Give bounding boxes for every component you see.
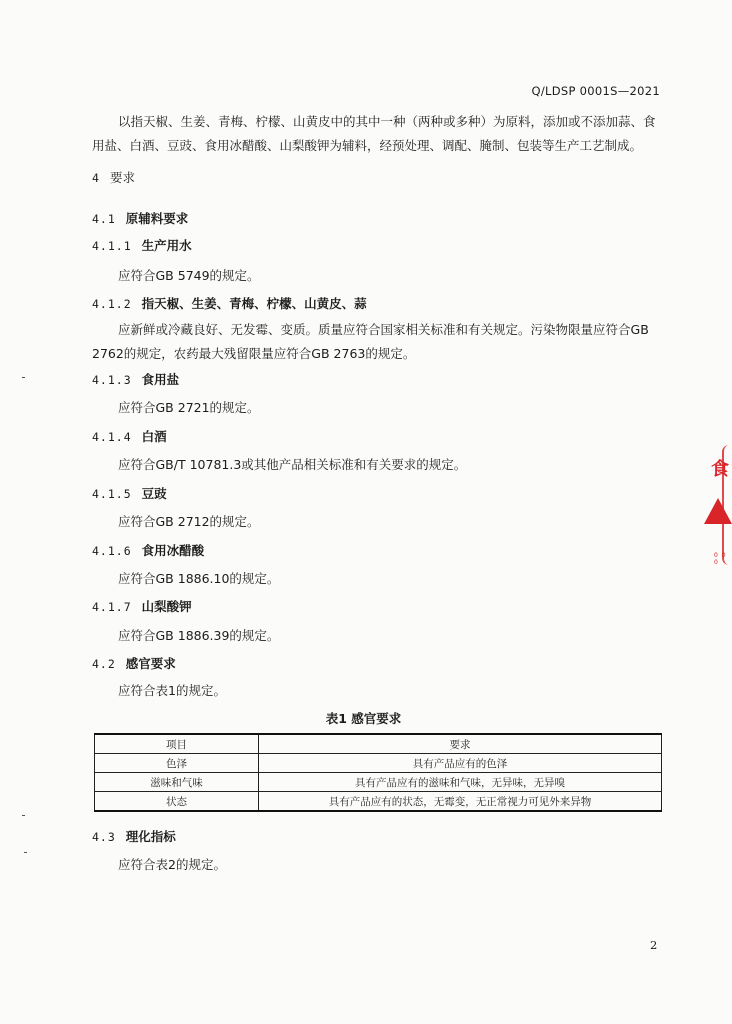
section-title: 食用冰醋酸 — [141, 543, 205, 558]
section-title: 白酒 — [141, 429, 167, 444]
table-cell: 色泽 — [95, 754, 259, 773]
section-number: 4.1.2 — [92, 297, 132, 311]
section-title: 生产用水 — [141, 238, 192, 253]
section-number: 4.3 — [92, 830, 116, 844]
section-4-1-2-text: 应新鲜或冷藏良好、无发霉、变质。质量应符合国家相关标准和有关规定。污染物限量应符合GB 2762的规定，农药最大残留限量应符合GB 2763的规定。 — [92, 322, 649, 361]
table-cell: 具有产品应有的色泽 — [259, 754, 662, 773]
section-4-1-1-heading — [92, 236, 192, 254]
section-title: 原辅料要求 — [125, 211, 189, 226]
section-4-2-heading — [92, 654, 176, 672]
section-number: 4.1.1 — [92, 239, 132, 253]
section-4-3-text: 应符合表2的规定。 — [118, 857, 226, 872]
table-cell: 具有产品应有的滋味和气味，无异味，无异嗅 — [259, 773, 662, 792]
section-4-1-2-heading — [92, 294, 367, 312]
section-number: 4 — [92, 171, 100, 185]
seal-star-icon — [704, 498, 732, 524]
table-header-row — [95, 734, 662, 754]
section-title: 感官要求 — [125, 656, 176, 671]
section-title: 指天椒、生姜、青梅、柠檬、山黄皮、蒜 — [141, 296, 367, 311]
section-number: 4.1.6 — [92, 544, 132, 558]
section-number: 4.1.7 — [92, 600, 132, 614]
page-number: 2 — [650, 938, 658, 952]
section-4-1-1-text: 应符合GB 5749的规定。 — [118, 268, 260, 283]
section-title: 食用盐 — [141, 372, 180, 387]
table-row — [95, 792, 662, 812]
section-4-3-heading — [92, 827, 176, 845]
section-4-1-6-text: 应符合GB 1886.10的规定。 — [118, 571, 280, 586]
section-4-1-6-heading — [92, 541, 204, 559]
table-cell: 滋味和气味 — [95, 773, 259, 792]
standard-code: Q/LDSP 0001S—2021 — [531, 84, 660, 98]
table-cell: 状态 — [95, 792, 259, 812]
sensory-requirements-table — [94, 733, 662, 812]
table-header-cell: 要求 — [259, 734, 662, 754]
section-title: 理化指标 — [125, 829, 176, 844]
seal-glyph: 食 — [711, 459, 729, 480]
section-number: 4.1.4 — [92, 430, 132, 444]
section-number: 4.1.3 — [92, 373, 132, 387]
scan-speck — [24, 852, 27, 853]
table-row — [95, 754, 662, 773]
section-title: 山梨酸钾 — [141, 599, 192, 614]
table-1-caption: 表1 感官要求 — [325, 711, 402, 726]
scan-speck — [22, 815, 25, 816]
intro-paragraph: 以指天椒、生姜、青梅、柠檬、山黄皮中的其中一种（两种或多种）为原料，添加或不添加蒜、食用盐、白酒、豆豉、食用冰醋酸、山梨酸钾为辅料，经预处理、调配、腌制、包装等生产工艺制成。 — [92, 114, 656, 153]
section-number: 4.1 — [92, 212, 116, 226]
section-4-2-text: 应符合表1的规定。 — [118, 683, 226, 698]
section-number: 4.1.5 — [92, 487, 132, 501]
section-title: 豆豉 — [141, 486, 167, 501]
section-4-1-5-text: 应符合GB 2712的规定。 — [118, 514, 260, 529]
table-row — [95, 773, 662, 792]
section-4-1-heading — [92, 209, 188, 227]
section-4-heading — [92, 168, 135, 186]
section-4-1-4-heading — [92, 427, 167, 445]
section-4-1-7-heading — [92, 597, 192, 615]
table-cell: 具有产品应有的状态，无霉变，无正常视力可见外来异物 — [259, 792, 662, 812]
section-4-1-7-text: 应符合GB 1886.39的规定。 — [118, 628, 280, 643]
section-title: 要求 — [109, 170, 135, 185]
section-number: 4.2 — [92, 657, 116, 671]
table-header-cell: 项目 — [95, 734, 259, 754]
seal-digits: 0 0 0 — [714, 552, 727, 566]
scan-speck — [22, 377, 25, 378]
section-4-1-3-text: 应符合GB 2721的规定。 — [118, 400, 260, 415]
section-4-1-4-text: 应符合GB/T 10781.3或其他产品相关标准和有关要求的规定。 — [118, 457, 467, 472]
section-4-1-3-heading — [92, 370, 179, 388]
section-4-1-5-heading — [92, 484, 167, 502]
